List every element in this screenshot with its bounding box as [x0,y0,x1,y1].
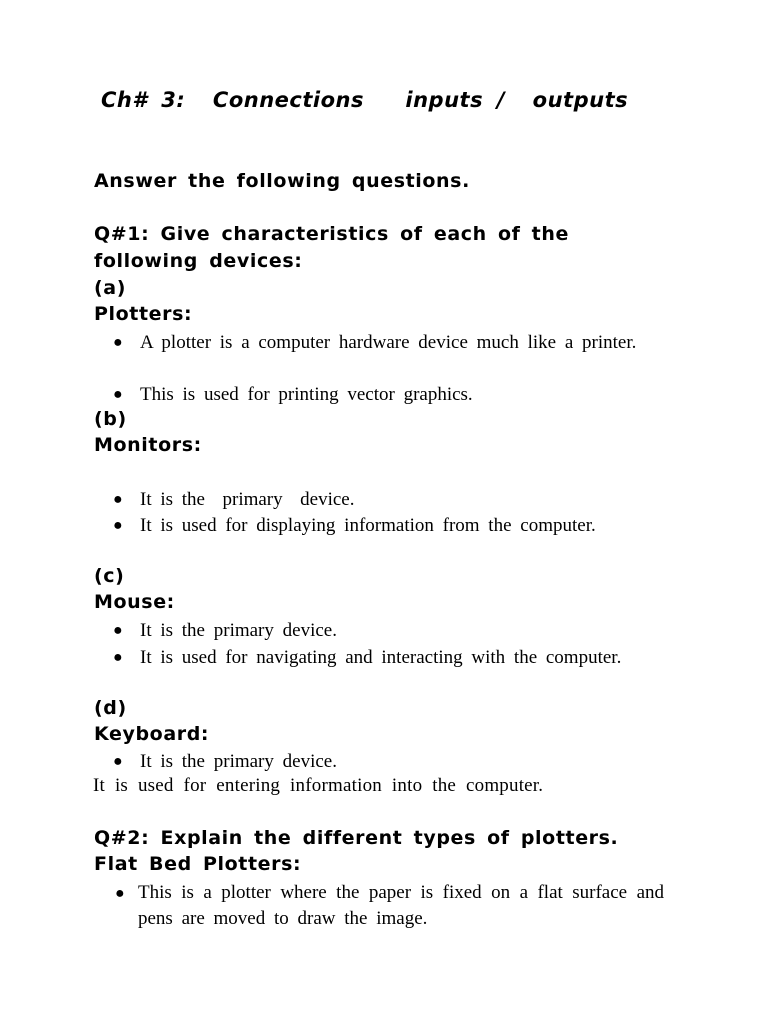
page-title: Ch# 3: Connections inputs / outputs [101,88,629,112]
question-2-heading: Q#2: Explain the different types of plotters. [94,827,619,849]
bullet-icon: ● [113,334,123,351]
part-c-bullet-1: It is the primary device. [140,620,337,641]
bullet-icon: ● [113,517,123,534]
part-b-bullet-1: It is the primary device. [140,489,355,510]
part-a-label: (a) [94,277,126,299]
instruction-text: Answer the following questions. [94,170,470,192]
question-2-bullet-1: This is a plotter where the paper is fixed on a flat surface and pens are moved to draw the image. [138,882,664,929]
part-c-label: (c) [94,565,125,587]
question-1-heading: Q#1: Give characteristics of each of the [94,223,569,245]
part-d-note: It is used for entering information into the computer. [93,775,544,796]
part-c-bullet-2: It is used for navigating and interacting with the computer. [140,647,622,668]
part-a-bullet-2: This is used for printing vector graphics. [140,384,473,405]
question-2-subheading: Flat Bed Plotters: [94,853,302,875]
part-a-bullet-1: A plotter is a computer hardware device much like a printer. [140,332,637,353]
bullet-icon: ● [115,885,125,902]
part-a-device: Plotters: [94,303,193,325]
bullet-icon: ● [113,649,123,666]
part-d-label: (d) [94,697,127,719]
part-b-bullet-2: It is used for displaying information from the computer. [140,515,596,536]
bullet-icon: ● [113,386,123,403]
part-d-device: Keyboard: [94,723,210,745]
part-c-device: Mouse: [94,591,175,613]
part-b-label: (b) [94,408,127,430]
part-d-bullet-1: It is the primary device. [140,751,337,772]
bullet-icon: ● [113,753,123,770]
bullet-icon: ● [113,622,123,639]
question-1-heading-continued: following devices: [94,250,303,272]
bullet-icon: ● [113,491,123,508]
part-b-device: Monitors: [94,434,202,456]
